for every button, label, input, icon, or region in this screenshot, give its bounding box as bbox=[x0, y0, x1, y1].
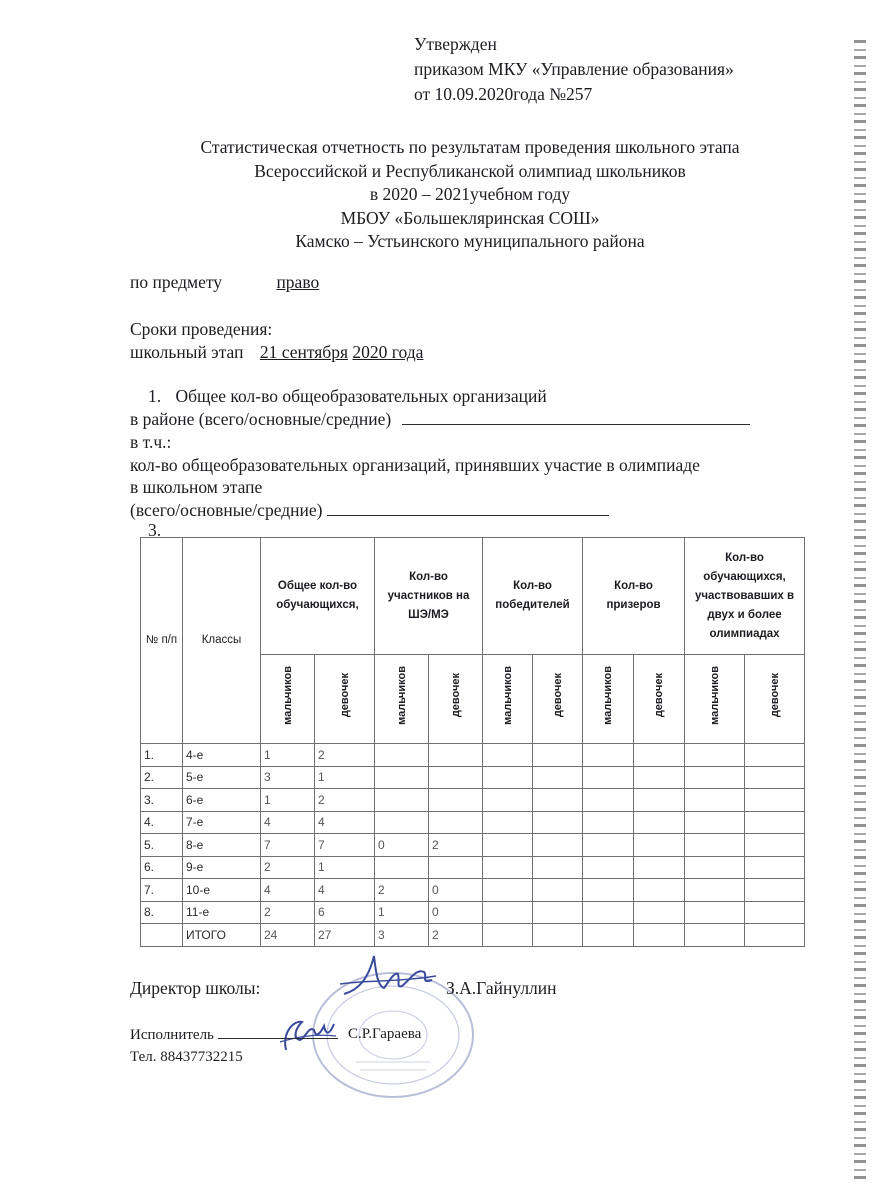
empty-cell bbox=[483, 924, 533, 947]
header-prizewinners: Кол-во призеров bbox=[583, 538, 685, 655]
subheader-girls: девочек bbox=[745, 655, 805, 744]
row-number: 6. bbox=[141, 856, 183, 879]
subject-row bbox=[130, 271, 319, 294]
row-number: 7. bbox=[141, 879, 183, 902]
participants-boys bbox=[375, 856, 429, 879]
empty-cell bbox=[583, 856, 634, 879]
header-total-students: Общее кол-во обучающихся, bbox=[261, 538, 375, 655]
subheader-boys: мальчиков bbox=[261, 655, 315, 744]
empty-cell bbox=[583, 879, 634, 902]
approval-line-2: приказом МКУ «Управление образования» bbox=[414, 59, 734, 79]
empty-cell bbox=[583, 811, 634, 834]
participants-boys: 3 bbox=[375, 924, 429, 947]
empty-cell bbox=[634, 811, 685, 834]
empty-cell bbox=[745, 811, 805, 834]
total-girls: 1 bbox=[315, 856, 375, 879]
empty-cell bbox=[533, 766, 583, 789]
section1-number: 1. bbox=[148, 386, 162, 406]
section1-line-6 bbox=[130, 499, 609, 522]
terms-label: Сроки проведения: bbox=[130, 319, 273, 339]
row-number: 1. bbox=[141, 744, 183, 767]
director-label: Директор школы: bbox=[130, 978, 261, 998]
executor-signature-line bbox=[218, 1026, 338, 1039]
phone: Тел. 88437732215 bbox=[130, 1049, 243, 1065]
empty-cell bbox=[745, 901, 805, 924]
subheader-girls: девочек bbox=[315, 655, 375, 744]
total-boys: 1 bbox=[261, 744, 315, 767]
empty-cell bbox=[634, 744, 685, 767]
participation-blank-field bbox=[327, 499, 609, 516]
total-girls: 27 bbox=[315, 924, 375, 947]
section1-breakdown-text: (всего/основные/средние) bbox=[130, 500, 323, 520]
table-row bbox=[141, 789, 805, 812]
table-row bbox=[141, 811, 805, 834]
participants-girls bbox=[429, 856, 483, 879]
row-class: 7-е bbox=[183, 811, 261, 834]
approval-block bbox=[414, 32, 734, 107]
empty-cell bbox=[583, 924, 634, 947]
empty-cell bbox=[745, 856, 805, 879]
participants-boys bbox=[375, 744, 429, 767]
subheader-boys: мальчиков bbox=[375, 655, 429, 744]
subheader-boys: мальчиков bbox=[685, 655, 745, 744]
total-boys: 4 bbox=[261, 811, 315, 834]
title-line-3: в 2020 – 2021учебном году bbox=[369, 184, 571, 204]
empty-cell bbox=[685, 789, 745, 812]
empty-cell bbox=[685, 811, 745, 834]
row-number: 2. bbox=[141, 766, 183, 789]
row-number: 4. bbox=[141, 811, 183, 834]
empty-cell bbox=[745, 789, 805, 812]
participants-boys: 2 bbox=[375, 879, 429, 902]
empty-cell bbox=[685, 834, 745, 857]
table-header-row bbox=[141, 538, 805, 655]
empty-cell bbox=[745, 766, 805, 789]
empty-cell bbox=[745, 879, 805, 902]
section1-line-3: в т.ч.: bbox=[130, 432, 172, 452]
table-body bbox=[141, 744, 805, 947]
executor-label: Исполнитель bbox=[130, 1027, 214, 1043]
empty-cell bbox=[533, 789, 583, 812]
empty-cell bbox=[634, 789, 685, 812]
participants-boys: 1 bbox=[375, 901, 429, 924]
empty-cell bbox=[533, 901, 583, 924]
empty-cell bbox=[583, 766, 634, 789]
empty-cell bbox=[483, 789, 533, 812]
empty-cell bbox=[533, 744, 583, 767]
section1-title: Общее кол-во общеобразовательных организаций bbox=[175, 386, 547, 406]
results-table bbox=[140, 537, 805, 947]
section1-line-2 bbox=[130, 408, 750, 431]
section3-number: 3. bbox=[148, 520, 162, 540]
header-multi-olympiad: Кол-во обучающихся, участвовавших в двух и более олимпиадах bbox=[685, 538, 805, 655]
participants-girls: 0 bbox=[429, 879, 483, 902]
participants-girls bbox=[429, 811, 483, 834]
total-boys: 3 bbox=[261, 766, 315, 789]
empty-cell bbox=[483, 744, 533, 767]
total-boys: 4 bbox=[261, 879, 315, 902]
terms-row bbox=[130, 341, 423, 364]
total-girls: 1 bbox=[315, 766, 375, 789]
empty-cell bbox=[685, 856, 745, 879]
empty-cell bbox=[634, 879, 685, 902]
subheader-boys: мальчиков bbox=[583, 655, 634, 744]
participants-girls: 2 bbox=[429, 834, 483, 857]
total-girls: 2 bbox=[315, 744, 375, 767]
row-class: 4-е bbox=[183, 744, 261, 767]
participants-girls bbox=[429, 766, 483, 789]
total-girls: 2 bbox=[315, 789, 375, 812]
empty-cell bbox=[745, 834, 805, 857]
empty-cell bbox=[483, 766, 533, 789]
section1-line-4: кол-во общеобразовательных организаций, принявших участие в олимпиаде bbox=[130, 455, 700, 475]
empty-cell bbox=[483, 834, 533, 857]
empty-cell bbox=[583, 744, 634, 767]
stage-year: 2020 года bbox=[352, 342, 424, 362]
row-number: 5. bbox=[141, 834, 183, 857]
participants-boys: 0 bbox=[375, 834, 429, 857]
total-boys: 1 bbox=[261, 789, 315, 812]
empty-cell bbox=[583, 834, 634, 857]
empty-cell bbox=[483, 856, 533, 879]
title-line-5: Камско – Устьинского муниципального района bbox=[295, 231, 645, 251]
title-line-1: Статистическая отчетность по результатам проведения школьного этапа bbox=[200, 137, 740, 157]
row-class: 6-е bbox=[183, 789, 261, 812]
row-class: 10-е bbox=[183, 879, 261, 902]
participants-girls bbox=[429, 789, 483, 812]
empty-cell bbox=[634, 856, 685, 879]
executor-row bbox=[130, 1026, 338, 1044]
scan-edge-noise bbox=[854, 40, 866, 1180]
table-row bbox=[141, 879, 805, 902]
director-name: З.А.Гайнуллин bbox=[446, 978, 557, 998]
participants-girls: 2 bbox=[429, 924, 483, 947]
empty-cell bbox=[583, 789, 634, 812]
subheader-girls: девочек bbox=[429, 655, 483, 744]
section1-line-5: в школьном этапе bbox=[130, 477, 263, 497]
header-classes: Классы bbox=[183, 538, 261, 744]
total-boys: 7 bbox=[261, 834, 315, 857]
participants-girls: 0 bbox=[429, 901, 483, 924]
subheader-girls: девочек bbox=[533, 655, 583, 744]
document-title bbox=[120, 136, 820, 254]
section1-district-text: в районе (всего/основные/средние) bbox=[130, 409, 392, 429]
section1-title-row bbox=[148, 385, 547, 408]
total-boys: 2 bbox=[261, 901, 315, 924]
stage-label: школьный этап bbox=[130, 342, 244, 362]
empty-cell bbox=[685, 744, 745, 767]
empty-cell bbox=[685, 901, 745, 924]
header-participants: Кол-во участников на ШЭ/МЭ bbox=[375, 538, 483, 655]
title-line-2: Всероссийской и Республиканской олимпиад школьников bbox=[254, 160, 686, 181]
subheader-boys: мальчиков bbox=[483, 655, 533, 744]
row-class: 11-е bbox=[183, 901, 261, 924]
row-class: 5-е bbox=[183, 766, 261, 789]
participants-boys bbox=[375, 789, 429, 812]
row-class: ИТОГО bbox=[183, 924, 261, 947]
table-row bbox=[141, 856, 805, 879]
table-row bbox=[141, 834, 805, 857]
row-number: 8. bbox=[141, 901, 183, 924]
header-winners: Кол-во победителей bbox=[483, 538, 583, 655]
empty-cell bbox=[483, 901, 533, 924]
stage-date: 21 сентября bbox=[259, 342, 349, 362]
total-girls: 4 bbox=[315, 879, 375, 902]
empty-cell bbox=[634, 924, 685, 947]
approval-line-1: Утвержден bbox=[414, 34, 497, 54]
header-number: № п/п bbox=[141, 538, 183, 744]
total-girls: 6 bbox=[315, 901, 375, 924]
empty-cell bbox=[685, 924, 745, 947]
row-class: 9-е bbox=[183, 856, 261, 879]
empty-cell bbox=[533, 834, 583, 857]
table-row bbox=[141, 744, 805, 767]
subject-label: по предмету bbox=[130, 272, 223, 292]
empty-cell bbox=[533, 924, 583, 947]
empty-cell bbox=[533, 856, 583, 879]
table-row bbox=[141, 924, 805, 947]
empty-cell bbox=[533, 879, 583, 902]
empty-cell bbox=[745, 924, 805, 947]
total-boys: 24 bbox=[261, 924, 315, 947]
empty-cell bbox=[583, 901, 634, 924]
empty-cell bbox=[533, 811, 583, 834]
empty-cell bbox=[634, 834, 685, 857]
table-row bbox=[141, 901, 805, 924]
total-boys: 2 bbox=[261, 856, 315, 879]
empty-cell bbox=[634, 766, 685, 789]
empty-cell bbox=[483, 879, 533, 902]
executor-name: С.Р.Гараева bbox=[348, 1026, 422, 1042]
participants-boys bbox=[375, 811, 429, 834]
total-girls: 7 bbox=[315, 834, 375, 857]
title-line-4: МБОУ «Большекляринская СОШ» bbox=[340, 207, 600, 228]
subject-value: право bbox=[276, 272, 320, 292]
director-signature-icon bbox=[338, 950, 438, 1002]
subheader-girls: девочек bbox=[634, 655, 685, 744]
empty-cell bbox=[483, 811, 533, 834]
row-class: 8-е bbox=[183, 834, 261, 857]
empty-cell bbox=[685, 766, 745, 789]
empty-cell bbox=[685, 879, 745, 902]
district-blank-field bbox=[402, 408, 750, 425]
approval-line-3: от 10.09.2020года №257 bbox=[414, 84, 593, 104]
empty-cell bbox=[634, 901, 685, 924]
total-girls: 4 bbox=[315, 811, 375, 834]
table-row bbox=[141, 766, 805, 789]
participants-girls bbox=[429, 744, 483, 767]
row-number bbox=[141, 924, 183, 947]
participants-boys bbox=[375, 766, 429, 789]
empty-cell bbox=[745, 744, 805, 767]
row-number: 3. bbox=[141, 789, 183, 812]
